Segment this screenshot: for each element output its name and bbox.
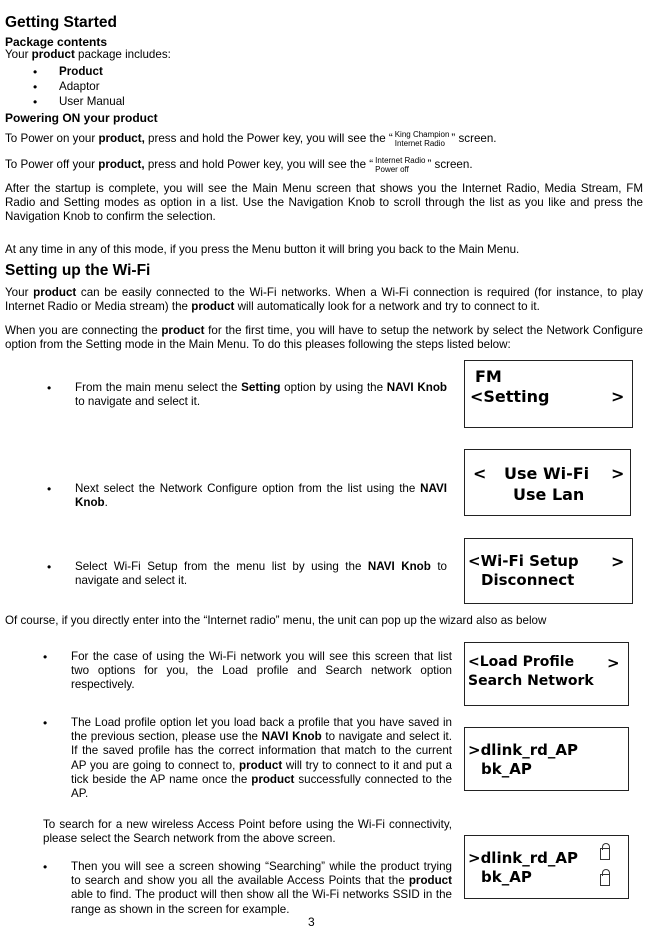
lock-icon xyxy=(600,848,610,860)
bullet: • xyxy=(33,80,38,94)
lcd-arrow: > xyxy=(611,464,625,483)
lcd-arrow: > xyxy=(611,387,625,406)
lcd-screen-wifi-setup xyxy=(464,538,633,604)
lcd-line: >dlink_rd_AP xyxy=(468,741,578,759)
lcd-line: <Load Profile xyxy=(468,654,575,670)
lcd-line: Disconnect xyxy=(481,571,575,589)
package-item-manual: User Manual xyxy=(59,95,125,108)
page-number: 3 xyxy=(308,915,315,929)
lcd-screen-network-type xyxy=(464,449,631,516)
lcd-screen-setting xyxy=(464,360,633,428)
internet-radio-wizard-paragraph: Of course, if you directly enter into the “Internet radio” menu, the unit can pop up the wizard also as below xyxy=(5,614,547,627)
package-item-product: Product xyxy=(59,65,103,78)
lcd-arrow: > xyxy=(607,654,620,672)
package-intro: Your product package includes: xyxy=(5,48,171,61)
lcd-line: Search Network xyxy=(468,673,594,689)
lcd-arrow: < xyxy=(473,464,487,483)
step-wifi-setup: Select Wi-Fi Setup from the menu list by using the NAVI Knob to navigate and select it. xyxy=(75,560,447,588)
bullet: • xyxy=(47,560,52,574)
heading-package-contents: Package contents xyxy=(5,35,108,49)
lock-icon xyxy=(600,874,610,886)
lcd-screen-ap-search xyxy=(464,835,629,899)
lcd-line: Use Lan xyxy=(513,485,585,504)
bullet: • xyxy=(43,860,48,874)
package-item-adaptor: Adaptor xyxy=(59,80,100,93)
bullet: • xyxy=(33,65,38,79)
menu-paragraph: At any time in any of this mode, if you press the Menu button it will bring you back to the Main Menu. xyxy=(5,243,520,256)
step-setting: From the main menu select the Setting option by using the NAVI Knob to navigate and select it. xyxy=(75,381,447,409)
heading-setting-up-wifi: Setting up the Wi-Fi xyxy=(5,262,151,279)
lcd-screen-ap-list xyxy=(464,727,629,791)
lcd-line: FM xyxy=(475,367,502,386)
lcd-line: <Wi-Fi Setup xyxy=(468,552,579,570)
bullet: • xyxy=(47,482,52,496)
wifi-paragraph-1: Your product can be easily connected to the Wi-Fi networks. When a Wi-Fi connection is required (for instance, to play Internet Radio or Media stream) the product will automatically look for a network and try to connect to it. xyxy=(5,286,644,314)
power-off-screen-text: Internet Radio Power off xyxy=(375,156,426,174)
lcd-arrow: > xyxy=(611,552,625,571)
lcd-line: bk_AP xyxy=(481,868,532,886)
lcd-screen-load-profile xyxy=(464,642,629,706)
lcd-line: <Setting xyxy=(470,387,550,406)
power-on-screen-text: King Champion Internet Radio xyxy=(394,130,450,148)
startup-paragraph: After the startup is complete, you will see the Main Menu screen that shows you the Internet Radio, Media Stream, FM Radio and Setting modes as option in a list. Use the Navigation Knob to scroll through the list as you like and press the Navigation Knob to confirm the selection. xyxy=(5,182,643,224)
power-off-text: To Power off your product, press and hold Power key, you will see the “ Internet Radio Power off ” screen. xyxy=(5,156,473,174)
bullet: • xyxy=(43,650,48,664)
bullet: • xyxy=(33,95,38,109)
lcd-line: >dlink_rd_AP xyxy=(468,849,578,867)
bullet: • xyxy=(43,716,48,730)
step-searching: Then you will see a screen showing “Searching” while the product trying to search and show you all the available Access Points that the product able to find. The product will then show all the Wi-Fi networks SSID in the range as shown in the screen for example. xyxy=(71,860,452,916)
lcd-line: Use Wi-Fi xyxy=(504,464,590,483)
heading-powering-on: Powering ON your product xyxy=(5,111,158,125)
step-load-profile: The Load profile option let you load back a profile that you have saved in the previous section, please use the NAVI Knob to navigate and select it. If the saved profile has the correct information that match to the current AP you are going to connect to, product will try to connect to it and put a tick beside the AP name once the product successfully connected to the AP. xyxy=(71,716,452,801)
lcd-line: bk_AP xyxy=(481,760,532,778)
step-network-configure: Next select the Network Configure option from the list using the NAVI Knob. xyxy=(75,482,447,510)
heading-getting-started: Getting Started xyxy=(5,14,117,31)
search-network-paragraph: To search for a new wireless Access Point before using the Wi-Fi connectivity, please select the Search network from the above screen. xyxy=(43,818,452,846)
step-wifi-options: For the case of using the Wi-Fi network you will see this screen that list two options for you, the Load profile and Search network option respectively. xyxy=(71,650,452,692)
wifi-paragraph-2: When you are connecting the product for the first time, you will have to setup the network by select the Network Configure option from the Setting mode in the Main Menu. To do this pleases following the steps listed below: xyxy=(5,324,643,352)
power-on-text: To Power on your product, press and hold the Power key, you will see the “ King Champion Internet Radio ” screen. xyxy=(5,130,497,148)
bullet: • xyxy=(47,381,52,395)
